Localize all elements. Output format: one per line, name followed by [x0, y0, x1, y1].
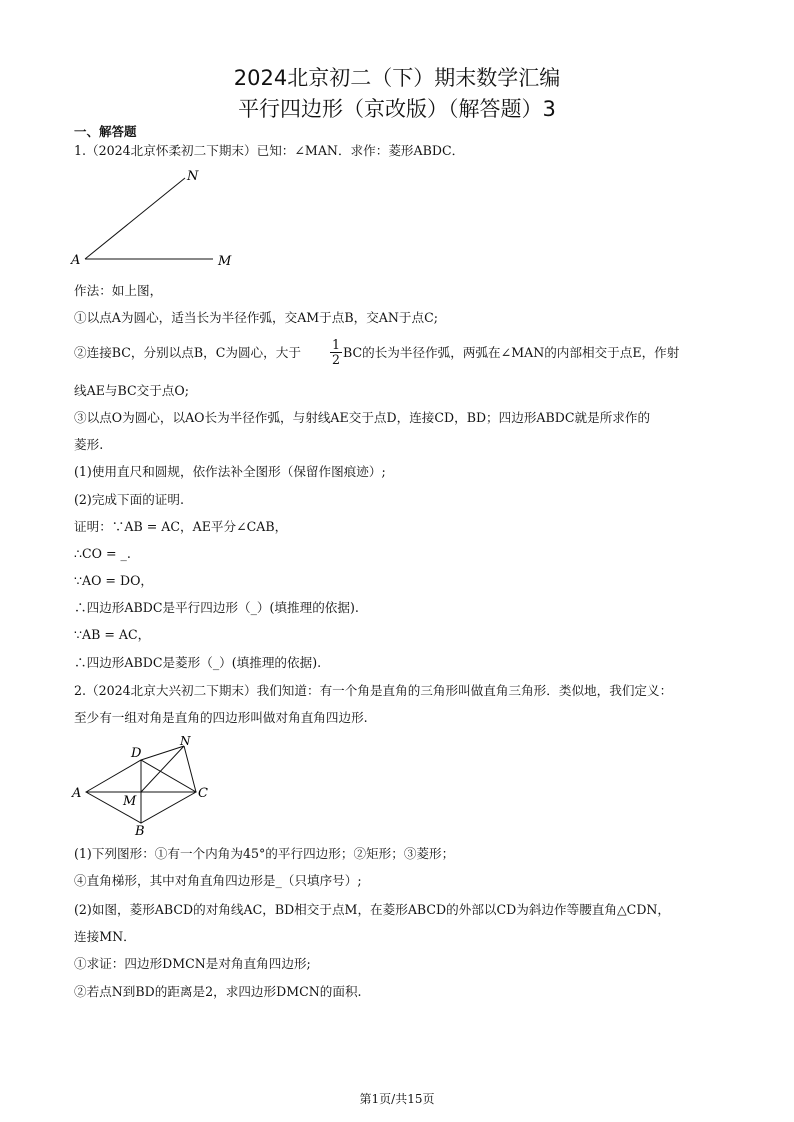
q1-part2: (2)完成下面的证明.: [74, 492, 184, 507]
q2-part2-cont: 连接MN．: [74, 929, 136, 944]
label-m2: M: [123, 794, 137, 809]
q2-part1: (1)下列图形：①有一个内角为45°的平行四边形；②矩形；③菱形；: [74, 846, 455, 861]
q1-step1: ①以点A为圆心，适当长为半径作弧，交AM于点B，交AN于点C;: [74, 310, 438, 325]
q2-part2: (2)如图，菱形ABCD的对角线AC，BD相交于点M，在菱形ABCD的外部以CD为斜边作等腰直角△CDN，: [74, 902, 671, 917]
q2-sub2: ②若点N到BD的距离是2，求四边形DMCN的面积.: [74, 984, 362, 999]
q1-step2-pre: ②连接BC，分别以点B，C为圆心，大于: [74, 345, 301, 360]
q1-step2-cont: 线AE与BC交于点O;: [74, 383, 189, 398]
q2-stem-2: 至少有一组对角是直角的四边形叫做对角直角四边形.: [74, 710, 368, 725]
q1-step2-post: BC的长为半径作弧，两弧在∠MAN的内部相交于点E，作射: [343, 345, 680, 360]
label-m: M: [218, 254, 232, 269]
label-c: C: [198, 786, 208, 801]
q1-proof-5: ∵AB = AC，: [74, 627, 151, 642]
q1-method: 作法：如上图，: [74, 283, 163, 298]
q1-step3: ③以点O为圆心，以AO长为半径作弧，与射线AE交于点D，连接CD，BD；四边形ABDC就是所求作的: [74, 410, 651, 425]
fraction-denominator: 2: [331, 352, 340, 367]
label-a2: A: [72, 786, 82, 801]
section-heading: 一、解答题: [74, 124, 137, 139]
q1-proof-1: 证明：∵AB = AC，AE平分∠CAB，: [74, 519, 288, 534]
label-d: D: [131, 746, 142, 761]
q1-proof-4: ∴四边形ABDC是平行四边形（_）(填推理的依据).: [74, 600, 359, 615]
label-a: A: [71, 253, 81, 268]
q1-proof-3: ∵AO = DO，: [74, 573, 154, 588]
q1-step3-cont: 菱形.: [74, 437, 104, 452]
document-title-line2: 平行四边形（京改版）（解答题）3: [238, 97, 556, 121]
q2-stem-1: 2.（2024北京大兴初二下期末）我们知道：有一个角是直角的三角形叫做直角三角形．类似地，我们定义：: [74, 683, 673, 698]
q1-stem: 1.（2024北京怀柔初二下期末）已知：∠MAN．求作：菱形ABDC．: [74, 143, 465, 158]
label-b: B: [135, 824, 145, 839]
q2-sub1: ①求证：四边形DMCN是对角直角四边形;: [74, 956, 311, 971]
page-footer: 第1页/共15页: [359, 1092, 435, 1106]
label-n: N: [187, 169, 199, 184]
segment-nc: [184, 746, 196, 792]
q1-proof-2: ∴CO = _.: [74, 546, 131, 561]
q1-proof-6: ∴四边形ABDC是菱形（_）(填推理的依据).: [74, 655, 322, 670]
q1-part1: (1)使用直尺和圆规，依作法补全图形（保留作图痕迹）;: [74, 464, 386, 479]
document-title-line1: 2024北京初二（下）期末数学汇编: [233, 66, 561, 90]
fraction-numerator: 1: [331, 337, 340, 352]
q2-part1-cont: ④直角梯形，其中对角直角四边形是_（只填序号）;: [74, 873, 362, 888]
label-n2: N: [180, 734, 191, 748]
